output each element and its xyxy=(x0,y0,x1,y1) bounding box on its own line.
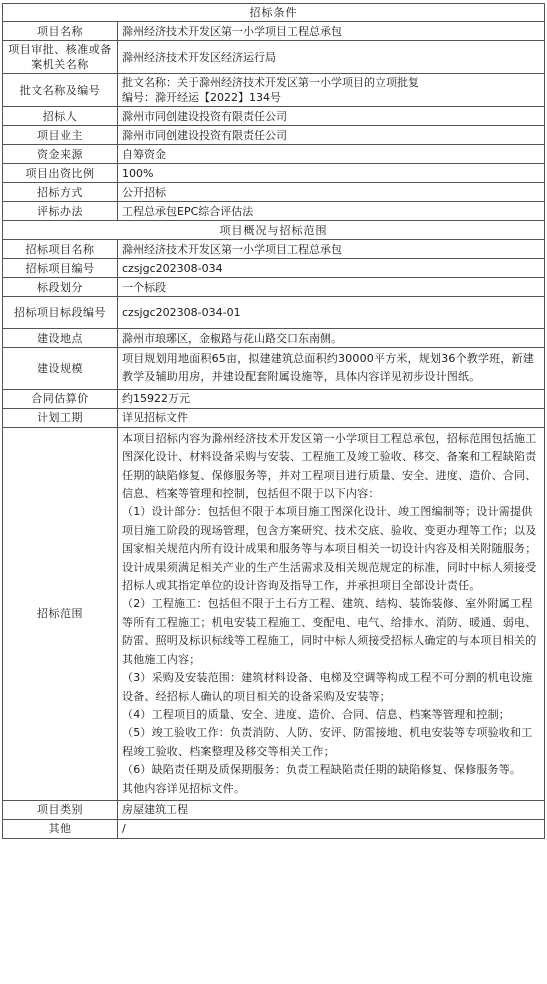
scope-acceptance: （5）竣工验收工作：负责消防、人防、安评、防雷接地、机电安装等专项验收和工程竣工验收、档案整理及移交等相关工作； xyxy=(122,726,533,758)
scope-intro: 本项目招标内容为滁州经济技术开发区第一小学项目工程总承包，招标范围包括施工图深化设计、材料设备采购与安装、工程施工及竣工验收、移交、备案和工程缺陷责任期的缺陷修复、保修服务等，并对工程项目进行质量、安全、进度、造价、合同、信息、档案等管理和控制，包括但不限于以下内容： xyxy=(122,431,537,501)
value-project-owner: 滁州市同创建设投资有限责任公司 xyxy=(118,126,545,145)
label-planned-duration: 计划工期 xyxy=(3,408,118,427)
value-fund-source: 自筹资金 xyxy=(118,145,545,164)
value-project-name: 滁州经济技术开发区第一小学项目工程总承包 xyxy=(118,22,545,41)
scope-design: （1）设计部分：包括但不限于本项目施工图深化设计、竣工图编制等；设计需提供项目施工阶段的现场管理，包含方案研究、技术交底、验收、变更办理等工作；以及国家相关规范内所有设计成果和服务等与本项目相关一切设计内容及相关附随服务；设计成果须满足相关产业的生产生活需求及相关规范规定的标准，同时中标人须接受招标人或其指定单位的设计咨询及指导工作，并承担项目全部设计责任。 xyxy=(122,505,537,593)
scope-warranty: （6）缺陷责任期及质保期服务：负责工程缺陷责任期的缺陷修复、保修服务等。 xyxy=(122,763,522,777)
label-tender-scope: 招标范围 xyxy=(3,427,118,800)
label-construction-site: 建设地点 xyxy=(3,329,118,348)
label-lot-number: 招标项目标段编号 xyxy=(3,297,118,329)
section-title-bid-conditions: 招标条件 xyxy=(3,4,545,22)
section-project-overview xyxy=(3,221,545,839)
scope-construction: （2）工程施工：包括但不限于土石方工程、建筑、结构、装饰装修、室外附属工程等所有工程施工；机电安装工程施工、变配电、电气、给排水、消防、暖通、弱电、防雷、照明及标识标线等工程施工，同时中标人须接受招标人确定的与本项目相关的其他施工内容； xyxy=(122,597,537,666)
value-planned-duration: 详见招标文件 xyxy=(118,408,545,427)
label-project-name: 项目名称 xyxy=(3,22,118,41)
value-approval-authority: 滁州经济技术开发区经济运行局 xyxy=(118,41,545,74)
label-project-owner: 项目业主 xyxy=(3,126,118,145)
value-tender-method: 公开招标 xyxy=(118,183,545,202)
label-tender-project-number: 招标项目编号 xyxy=(3,259,118,278)
value-tenderer: 滁州市同创建设投资有限责任公司 xyxy=(118,107,545,126)
label-funding-ratio: 项目出资比例 xyxy=(3,164,118,183)
value-lot-division: 一个标段 xyxy=(118,278,545,297)
label-construction-scale: 建设规模 xyxy=(3,348,118,390)
label-tenderer: 招标人 xyxy=(3,107,118,126)
value-approval-doc: 批文名称：关于滁州经济技术开发区第一小学项目的立项批复 编号：滁开经运【2022】134号 xyxy=(118,74,545,107)
bid-info-table xyxy=(2,3,545,839)
label-project-category: 项目类别 xyxy=(3,800,118,819)
scope-other: 其他内容详见招标文件。 xyxy=(122,781,246,795)
value-estimated-contract-price: 约15922万元 xyxy=(118,389,545,408)
value-tender-project-number: czsjgc202308-034 xyxy=(118,259,545,278)
label-approval-authority: 项目审批、核准或备案机关名称 xyxy=(3,41,118,74)
label-fund-source: 资金来源 xyxy=(3,145,118,164)
label-lot-division: 标段划分 xyxy=(3,278,118,297)
scope-procurement: （3）采购及安装范围：建筑材料设备、电梯及空调等构成工程不可分割的机电设施设备、经招标人确认的项目相关的设备采购及安装等； xyxy=(122,671,533,703)
label-other: 其他 xyxy=(3,819,118,838)
value-tender-scope xyxy=(118,427,545,800)
label-tender-method: 招标方式 xyxy=(3,183,118,202)
section-title-project-overview: 项目概况与招标范围 xyxy=(3,221,545,240)
label-estimated-contract-price: 合同估算价 xyxy=(3,389,118,408)
label-evaluation-method: 评标办法 xyxy=(3,202,118,221)
value-lot-number: czsjgc202308-034-01 xyxy=(118,297,545,329)
value-funding-ratio: 100% xyxy=(118,164,545,183)
section-bid-conditions xyxy=(3,4,545,221)
value-tender-project-name: 滁州经济技术开发区第一小学项目工程总承包 xyxy=(118,240,545,259)
label-approval-doc: 批文名称及编号 xyxy=(3,74,118,107)
value-other: / xyxy=(118,819,545,838)
value-evaluation-method: 工程总承包EPC综合评估法 xyxy=(118,202,545,221)
scope-management: （4）工程项目的质量、安全、进度、造价、合同、信息、档案等管理和控制； xyxy=(122,707,510,721)
value-construction-site: 滁州市琅琊区，金椒路与花山路交口东南侧。 xyxy=(118,329,545,348)
label-tender-project-name: 招标项目名称 xyxy=(3,240,118,259)
value-project-category: 房屋建筑工程 xyxy=(118,800,545,819)
value-construction-scale: 项目规划用地面积65亩，拟建建筑总面积约30000平方米，规划36个教学班，新建教学及辅助用房，并建设配套附属设施等，具体内容详见初步设计图纸。 xyxy=(118,348,545,390)
